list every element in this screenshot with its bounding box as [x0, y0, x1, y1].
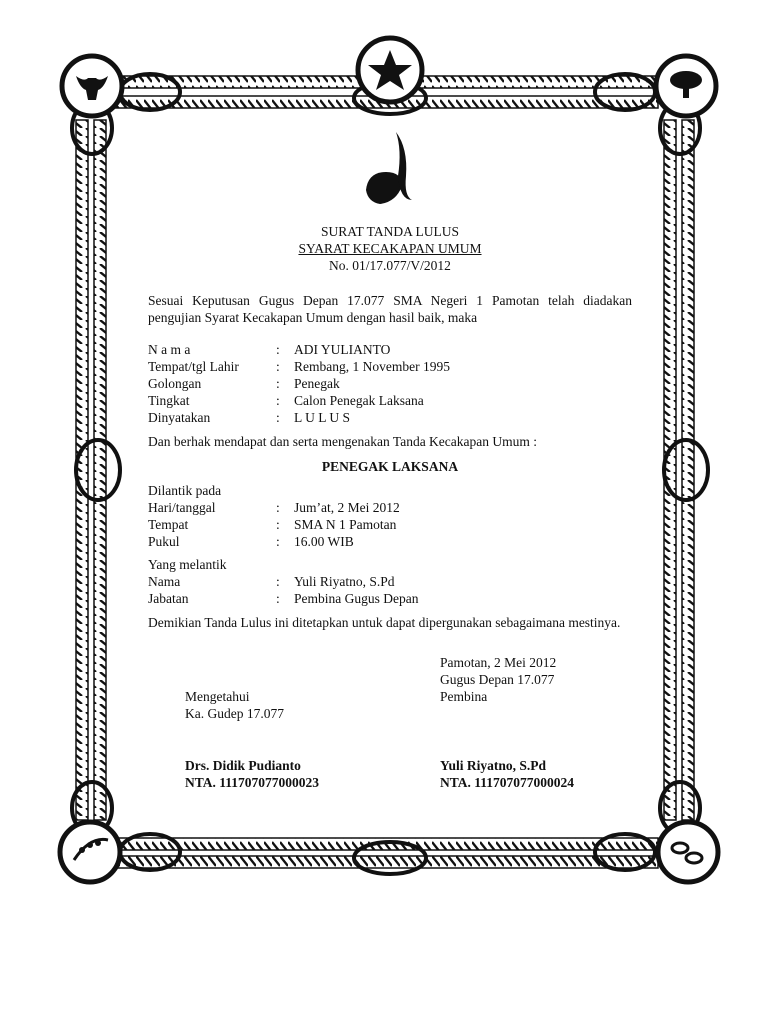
rice-cotton-icon [60, 822, 120, 882]
left-sign-line2: Ka. Gudep 17.077 [185, 706, 284, 721]
separator-colon: : [276, 359, 280, 374]
entitlement-text: Dan berhak mendapat dan serta mengenakan Tanda Kecakapan Umum : [148, 434, 538, 449]
separator-colon: : [276, 500, 280, 515]
closing-paragraph: Demikian Tanda Lulus ini ditetapkan untuk dapat dipergunakan sebagaimana mestinya. [148, 615, 621, 630]
separator-colon: : [276, 591, 280, 606]
chain-icon [658, 822, 718, 882]
inauguration.rows-value: SMA N 1 Pamotan [294, 517, 397, 532]
tunas-kelapa-icon [366, 132, 412, 204]
separator-colon: : [276, 342, 280, 357]
right-sign-line1: Gugus Depan 17.077 [440, 672, 555, 687]
right-sign-line2: Pembina [440, 689, 488, 704]
inauguration-heading: Dilantik pada [148, 483, 222, 498]
identity-label: Tingkat [148, 393, 190, 408]
inaugurator.rows-value: Pembina Gugus Depan [294, 591, 419, 606]
left-sign-line1: Mengetahui [185, 689, 250, 704]
inaugurator.rows-label: Nama [148, 574, 181, 589]
separator-colon: : [276, 534, 280, 549]
identity-label: Golongan [148, 376, 202, 391]
inauguration.rows-value: Jum’at, 2 Mei 2012 [294, 500, 400, 515]
identity-value: Calon Penegak Laksana [294, 393, 424, 408]
intro-paragraph: Sesuai Keputusan Gugus Depan 17.077 SMA Negeri 1 Pamotan telah diadakan pengujian Syarat Kecakapan Umum dengan hasil baik, maka [148, 293, 632, 325]
document-number: No. 01/17.077/V/2012 [329, 258, 451, 273]
inaugurator-heading: Yang melantik [148, 557, 227, 572]
identity-value: Penegak [294, 376, 340, 391]
inauguration.rows-value: 16.00 WIB [294, 534, 354, 549]
separator-colon: : [276, 393, 280, 408]
separator-colon: : [276, 376, 280, 391]
document-subtitle: SYARAT KECAKAPAN UMUM [298, 241, 482, 256]
right-sign-nta: NTA. 111707077000024 [440, 775, 575, 790]
inaugurator.rows-value: Yuli Riyatno, S.Pd [294, 574, 395, 589]
star-icon [358, 38, 422, 102]
inauguration.rows-label: Tempat [148, 517, 189, 532]
identity-label: N a m a [148, 342, 191, 357]
identity-value: Rembang, 1 November 1995 [294, 359, 450, 374]
separator-colon: : [276, 574, 280, 589]
separator-colon: : [276, 517, 280, 532]
separator-colon: : [276, 410, 280, 425]
right-sign-name: Yuli Riyatno, S.Pd [440, 758, 547, 773]
identity-label: Dinyatakan [148, 410, 211, 425]
inauguration.rows-label: Pukul [148, 534, 180, 549]
buffalo-head-icon [62, 56, 122, 116]
place-date: Pamotan, 2 Mei 2012 [440, 655, 557, 670]
banyan-tree-icon [656, 56, 716, 116]
rank-title: PENEGAK LAKSANA [321, 459, 459, 474]
left-sign-nta: NTA. 111707077000023 [185, 775, 320, 790]
identity-label: Tempat/tgl Lahir [148, 359, 239, 374]
document-title: SURAT TANDA LULUS [321, 224, 459, 239]
identity-value: L U L U S [294, 410, 350, 425]
inauguration.rows-label: Hari/tanggal [148, 500, 216, 515]
inaugurator.rows-label: Jabatan [148, 591, 189, 606]
identity-value: ADI YULIANTO [294, 342, 391, 357]
left-sign-name: Drs. Didik Pudianto [185, 758, 301, 773]
